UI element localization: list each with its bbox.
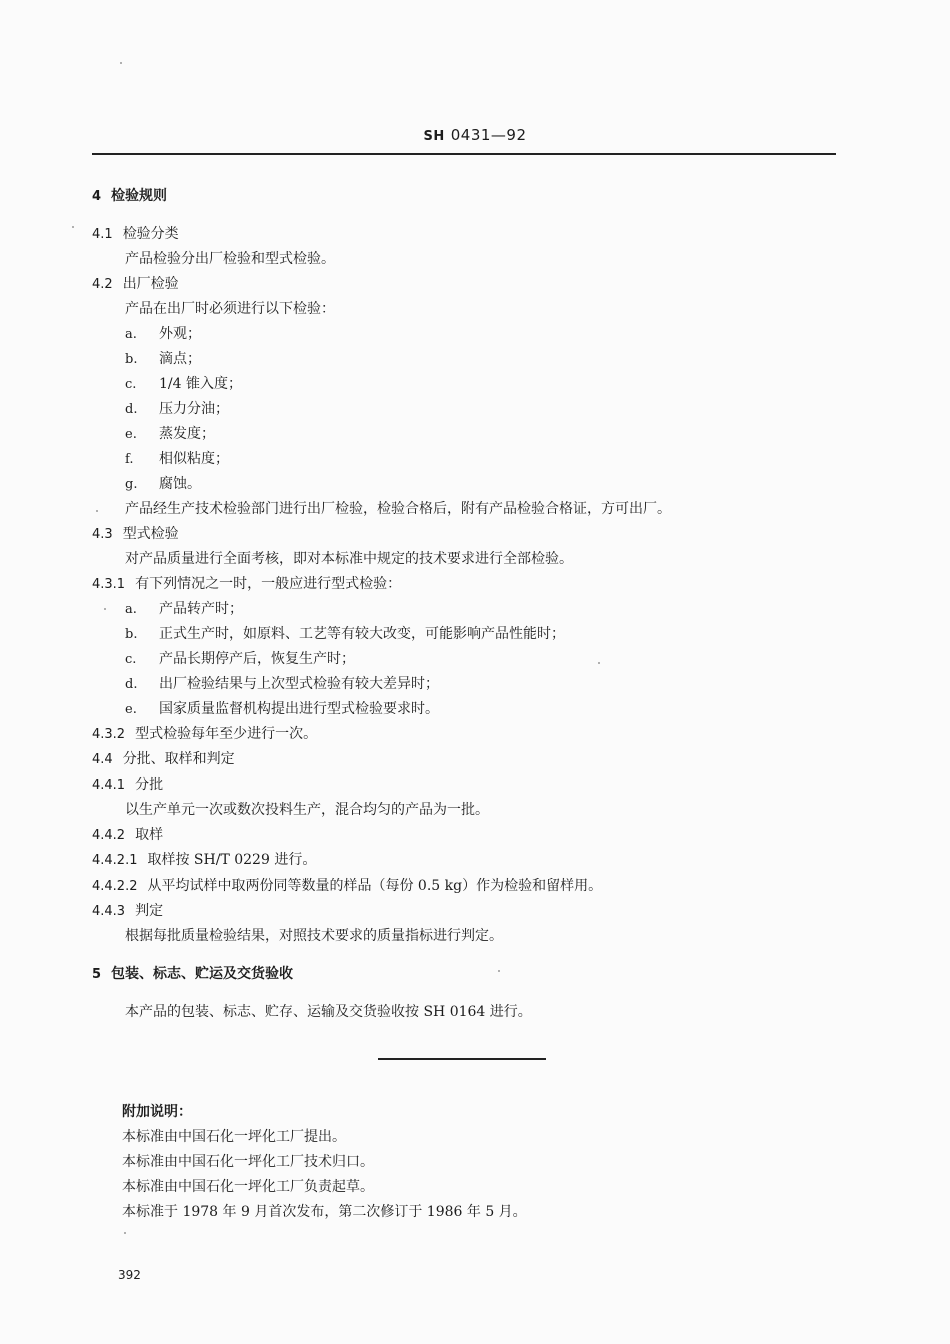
- section-5-text: 本产品的包装、标志、贮存、运输及交货验收按 SH 0164 进行。: [125, 1004, 532, 1020]
- section-5-heading: 5 包装、标志、贮运及交货验收: [92, 966, 294, 982]
- clause-4-1-heading: 4.1 检验分类: [92, 226, 179, 242]
- list-item: d. 出厂检验结果与上次型式检验有较大差异时；: [125, 676, 439, 692]
- clause-4-4-3-text: 根据每批质量检验结果，对照技术要求的质量指标进行判定。: [125, 928, 503, 944]
- clause-4-4-3-heading: 4.4.3 判定: [92, 903, 164, 919]
- clause-4-4-heading: 4.4 分批、取样和判定: [92, 751, 235, 767]
- clause-4-4-1-heading: 4.4.1 分批: [92, 777, 164, 793]
- clause-4-2-intro: 产品在出厂时必须进行以下检验：: [125, 301, 335, 317]
- list-item: d. 压力分油；: [125, 401, 229, 417]
- list-item: g. 腐蚀。: [125, 476, 201, 492]
- scan-speck: [104, 608, 106, 610]
- scan-speck: [96, 510, 98, 512]
- clause-4-3-heading: 4.3 型式检验: [92, 526, 179, 542]
- note-line: 本标准由中国石化一坪化工厂负责起草。: [122, 1179, 374, 1195]
- note-line: 本标准由中国石化一坪化工厂技术归口。: [122, 1154, 374, 1170]
- clause-4-2-outro: 产品经生产技术检验部门进行出厂检验，检验合格后，附有产品检验合格证，方可出厂。: [125, 501, 671, 517]
- page-number: 392: [118, 1268, 141, 1282]
- clause-4-3-1: 4.3.1 有下列情况之一时，一般应进行型式检验：: [92, 576, 402, 592]
- scan-speck: [120, 62, 122, 64]
- list-item: a. 外观；: [125, 326, 201, 342]
- clause-4-4-1-text: 以生产单元一次或数次投料生产，混合均匀的产品为一批。: [125, 802, 489, 818]
- standard-number: 0431—92: [450, 126, 527, 144]
- note-line: 本标准于 1978 年 9 月首次发布，第二次修订于 1986 年 5 月。: [122, 1204, 527, 1220]
- list-item: b. 滴点；: [125, 351, 201, 367]
- clause-4-4-2-1: 4.4.2.1 取样按 SH/T 0229 进行。: [92, 852, 317, 868]
- scan-speck: [498, 970, 500, 972]
- list-item: f. 相似粘度；: [125, 451, 229, 467]
- clause-4-4-2-2: 4.4.2.2 从平均试样中取两份同等数量的样品（每份 0.5 kg）作为检验和留样用。: [92, 878, 603, 894]
- end-rule: [378, 1058, 546, 1060]
- note-line: 本标准由中国石化一坪化工厂提出。: [122, 1129, 346, 1145]
- page-header: [0, 126, 950, 144]
- clause-4-3-text: 对产品质量进行全面考核，即对本标准中规定的技术要求进行全部检验。: [125, 551, 573, 567]
- clause-4-3-2: 4.3.2 型式检验每年至少进行一次。: [92, 726, 318, 742]
- list-item: b. 正式生产时，如原料、工艺等有较大改变，可能影响产品性能时；: [125, 626, 565, 642]
- list-item: e. 国家质量监督机构提出进行型式检验要求时。: [125, 701, 439, 717]
- header-rule: [92, 153, 836, 155]
- list-item: a. 产品转产时；: [125, 601, 243, 617]
- clause-4-2-heading: 4.2 出厂检验: [92, 276, 179, 292]
- list-item: c. 产品长期停产后，恢复生产时；: [125, 651, 355, 667]
- scan-speck: [72, 226, 74, 228]
- scan-speck: [124, 1232, 126, 1234]
- scan-speck: [598, 662, 600, 664]
- notes-title: 附加说明：: [122, 1104, 192, 1120]
- section-4-heading: 4 检验规则: [92, 188, 168, 204]
- clause-4-1-text: 产品检验分出厂检验和型式检验。: [125, 251, 335, 267]
- clause-4-4-2-heading: 4.4.2 取样: [92, 827, 164, 843]
- standard-code: SH: [423, 129, 445, 144]
- list-item: e. 蒸发度；: [125, 426, 215, 442]
- list-item: c. 1/4 锥入度；: [125, 376, 242, 392]
